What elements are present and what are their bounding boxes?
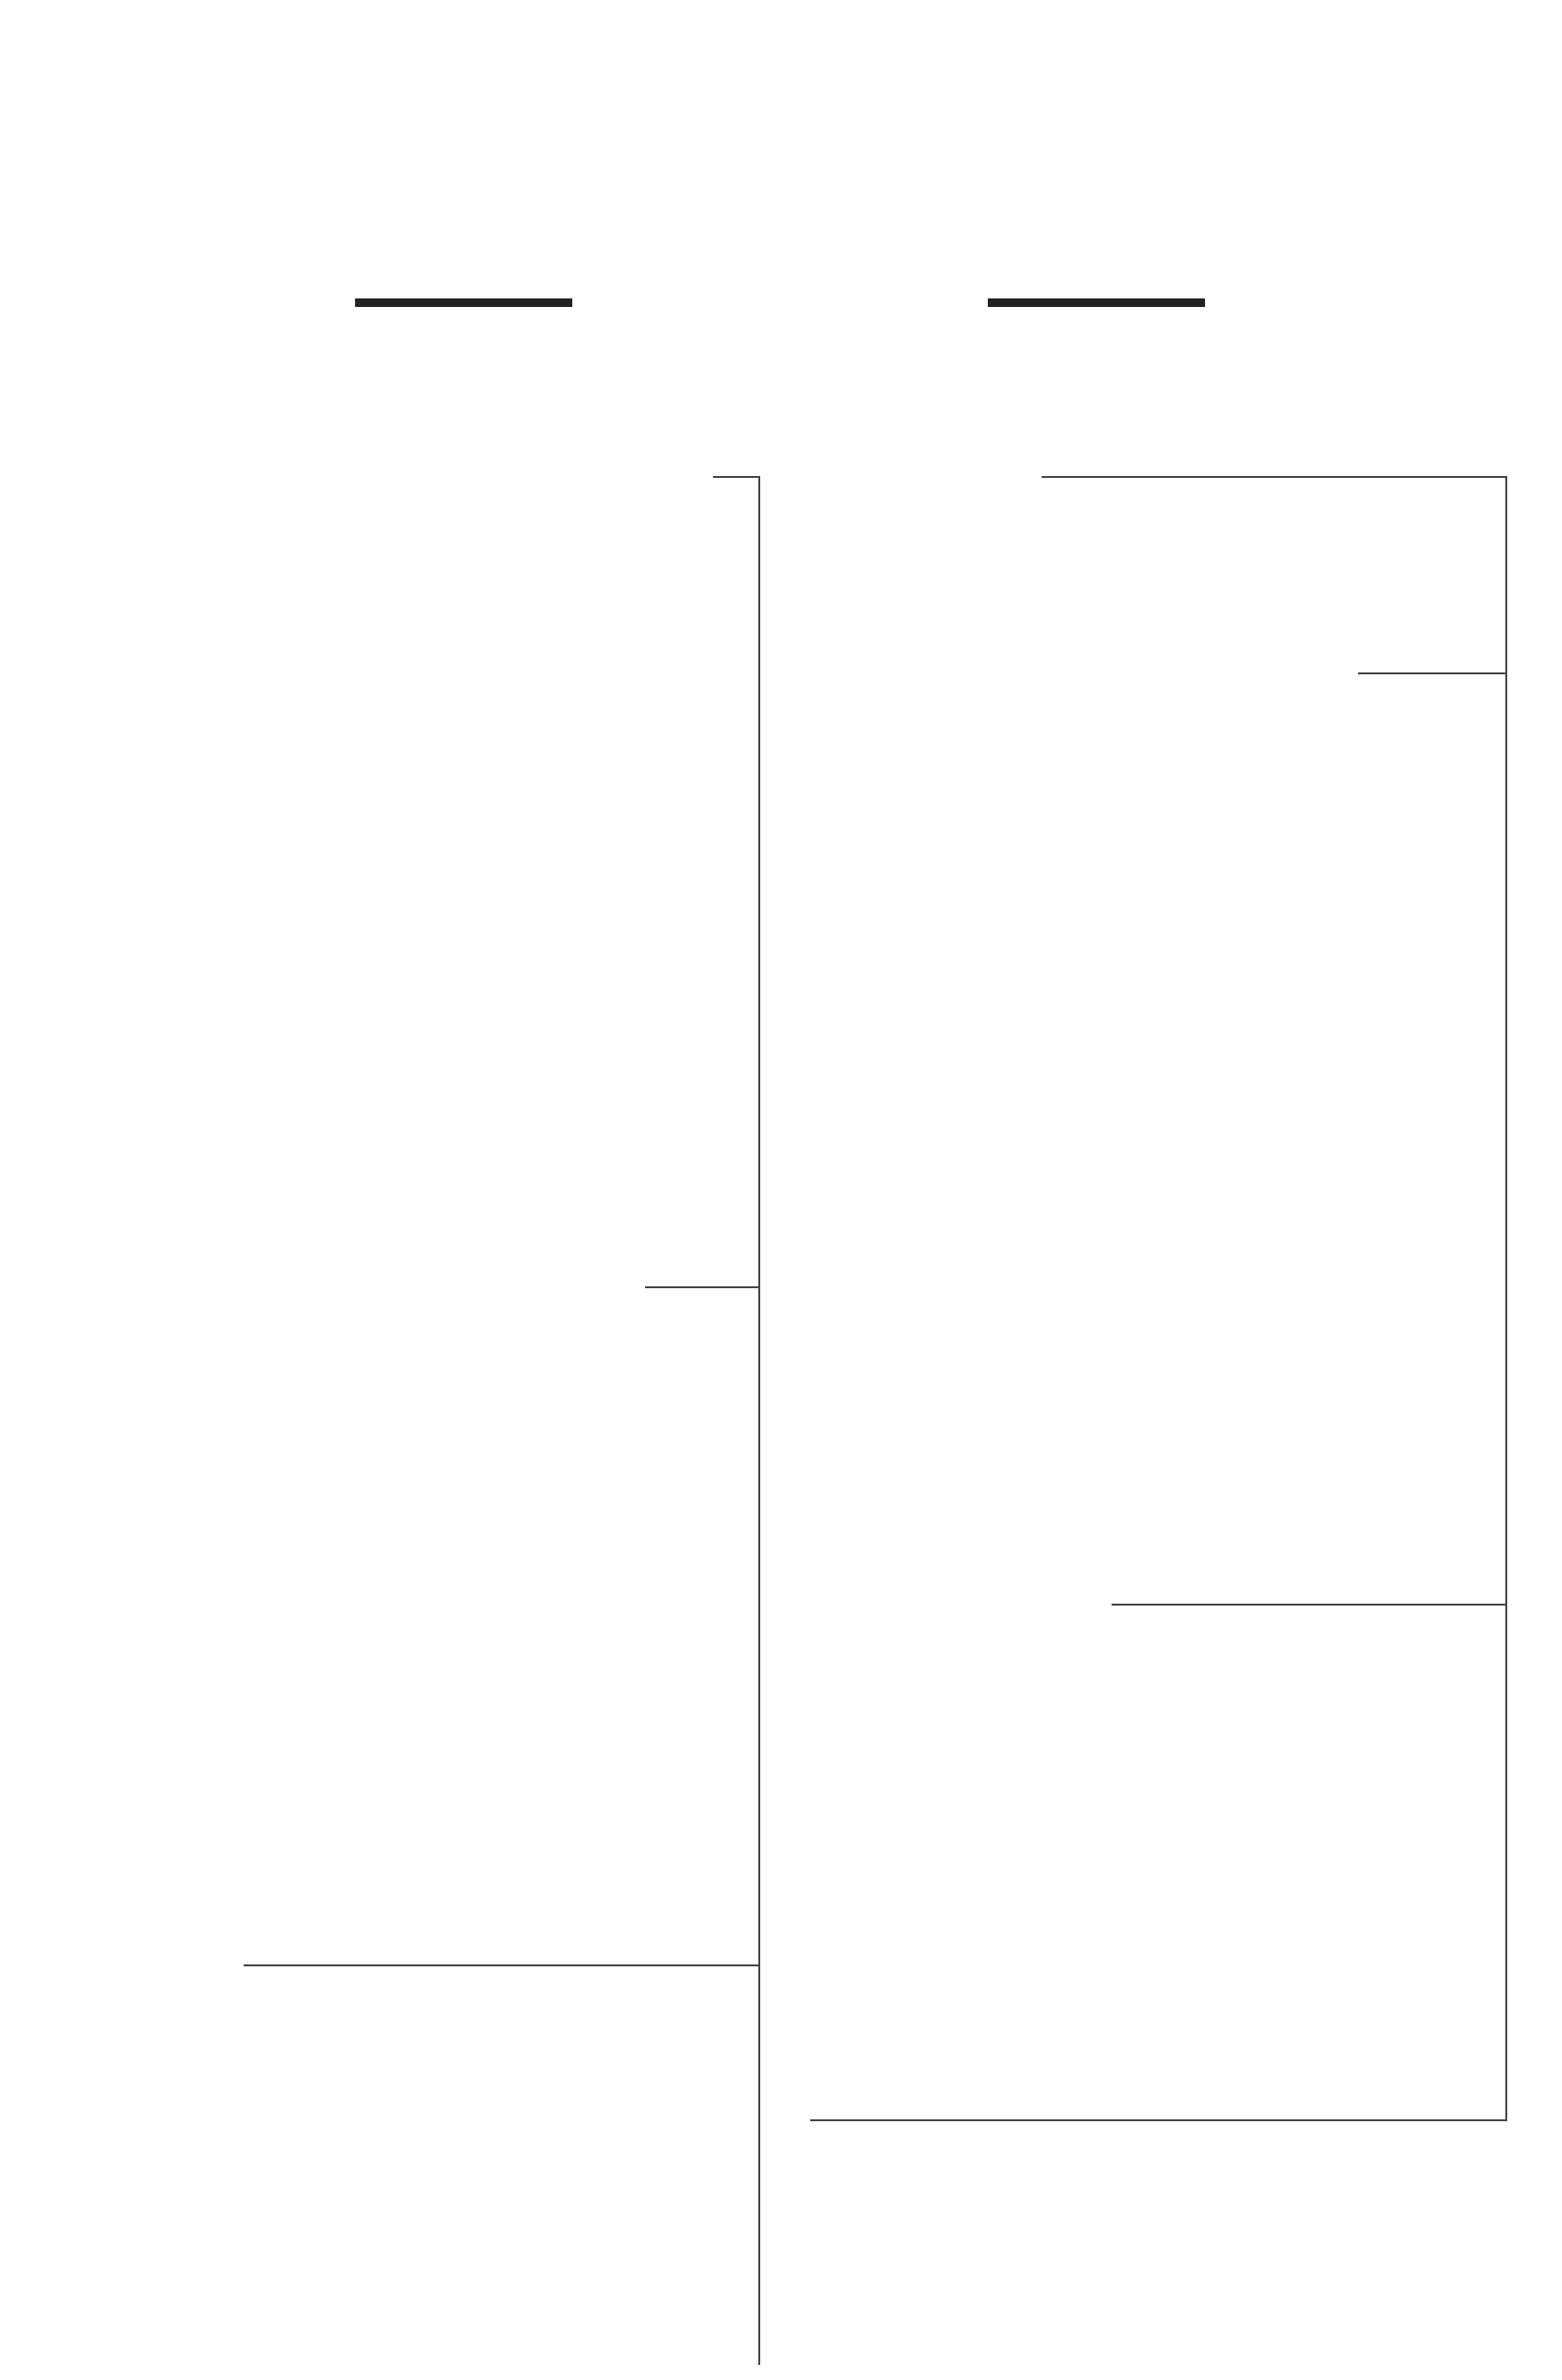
divider <box>244 1964 760 1966</box>
divider <box>1112 1604 1507 1606</box>
column-divider <box>758 476 760 2365</box>
divider <box>1042 476 1507 478</box>
footer-rule <box>810 2119 1507 2121</box>
frame-right <box>1505 476 1507 2119</box>
logo-subtitle-block <box>355 272 1205 329</box>
logo-rule-right <box>988 298 1205 307</box>
divider <box>713 476 760 478</box>
divider <box>645 1286 760 1288</box>
logo-rule-left <box>355 298 572 307</box>
divider <box>1358 672 1507 674</box>
